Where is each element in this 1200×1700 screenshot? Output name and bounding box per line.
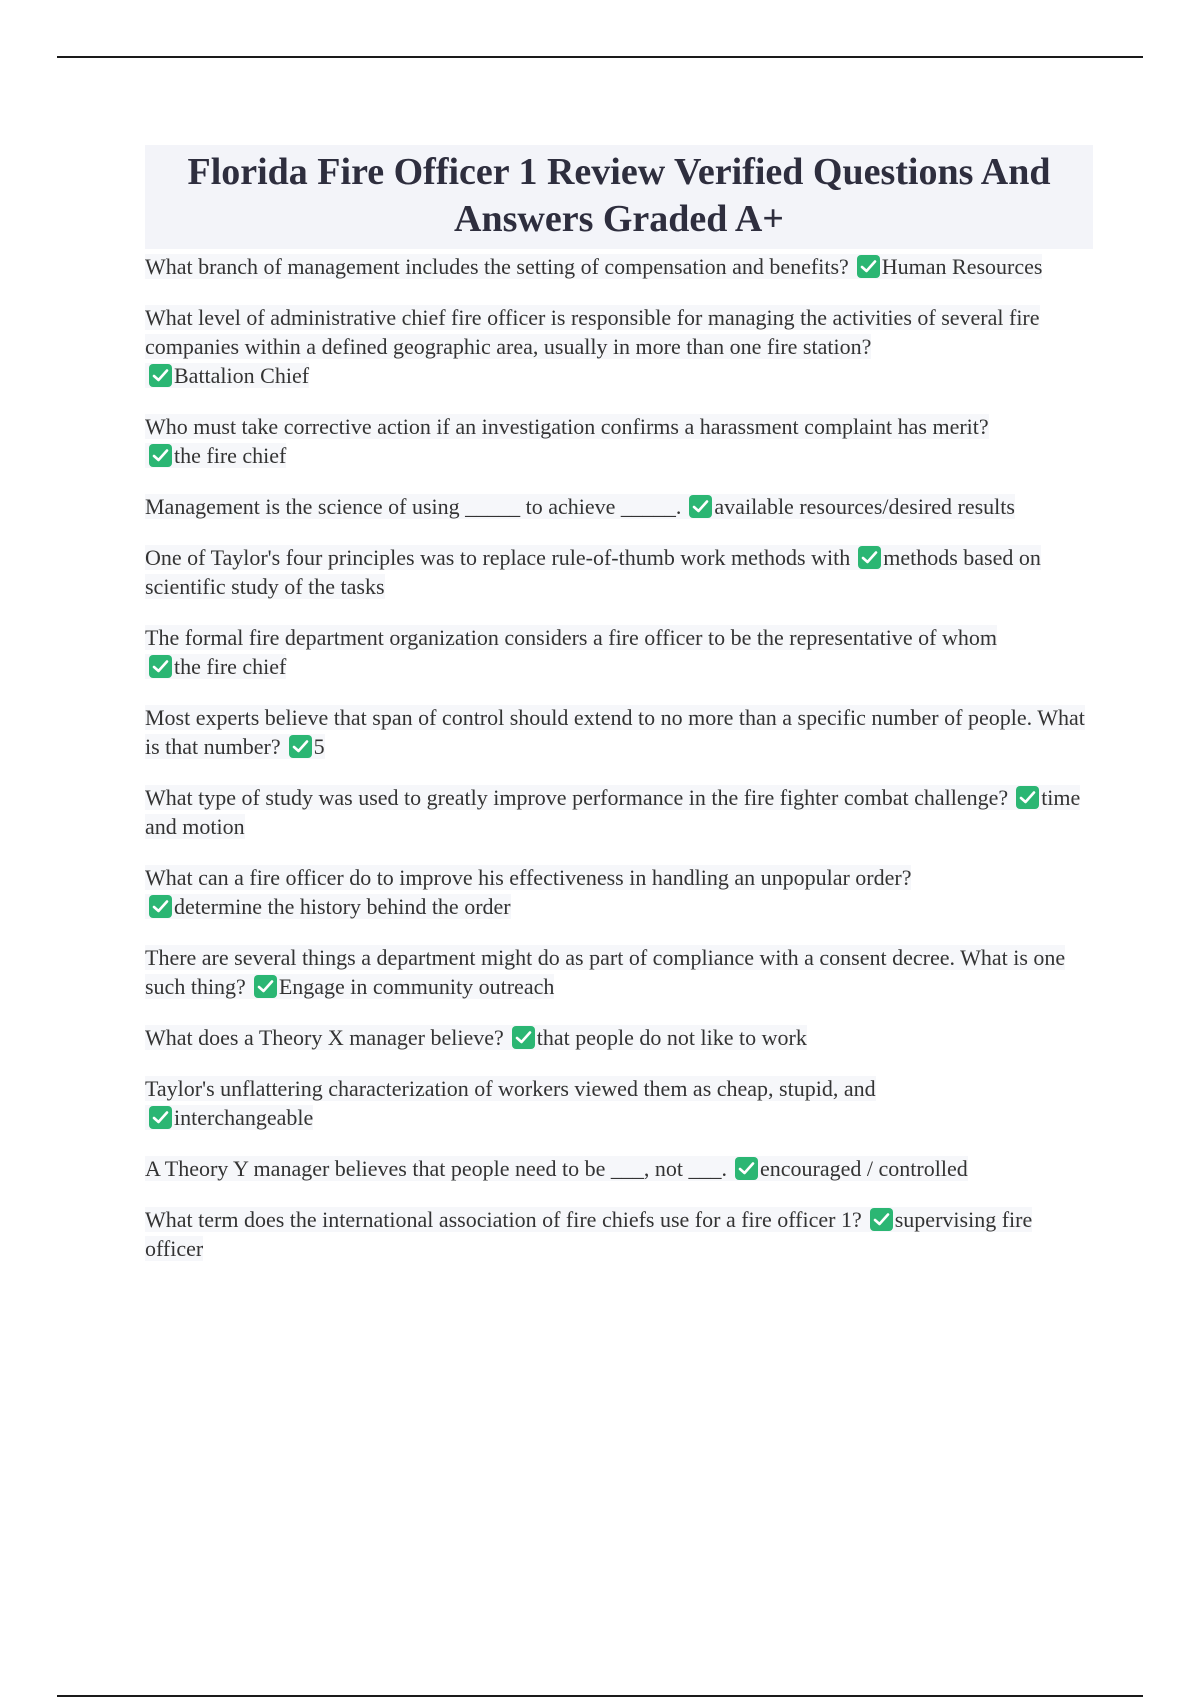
- check-icon: [512, 1026, 535, 1049]
- qa-line: [145, 494, 1015, 519]
- check-icon: [857, 255, 880, 278]
- answer-text: 5: [313, 734, 325, 759]
- qa-item: [145, 543, 1093, 601]
- answer-text: time and motion: [145, 785, 1081, 839]
- answer-text: that people do not like to work: [536, 1025, 807, 1050]
- document-body: [145, 145, 1093, 1285]
- answer-text: encouraged / controlled: [760, 1156, 968, 1181]
- answer-text: methods based on scientific study of the tasks: [145, 545, 1041, 599]
- qa-line: [145, 1025, 807, 1050]
- answer-text: Human Resources: [881, 254, 1043, 279]
- qa-line: [145, 945, 1065, 999]
- answer-text: Engage in community outreach: [278, 974, 555, 999]
- check-icon: [289, 735, 312, 758]
- question-text: What term does the international association of fire chiefs use for a fire officer 1?: [145, 1207, 862, 1232]
- top-rule: [57, 56, 1143, 58]
- question-text: What does a Theory X manager believe?: [145, 1025, 504, 1050]
- question-text: What level of administrative chief fire officer is responsible for managing the activities of several fire companies within a defined geographic area, usually in more than one fire station?: [145, 305, 1040, 359]
- answer-text: supervising fire officer: [145, 1207, 1033, 1261]
- page-title: Florida Fire Officer 1 Review Verified Questions And Answers Graded A+: [145, 145, 1093, 249]
- check-icon: [689, 495, 712, 518]
- qa-line: [145, 254, 1042, 279]
- qa-line: [145, 785, 1080, 839]
- qa-line: [145, 1207, 1032, 1261]
- answer-text: available resources/desired results: [714, 494, 1015, 519]
- answer-text: interchangeable: [174, 1105, 314, 1130]
- qa-item: [145, 252, 1093, 281]
- qa-item: [145, 623, 1093, 681]
- question-text: Most experts believe that span of control should extend to no more than a specific number of people. What is that number?: [145, 705, 1085, 759]
- qa-item: [145, 492, 1093, 521]
- answer-text: the fire chief: [174, 654, 287, 679]
- qa-item: [145, 703, 1093, 761]
- check-icon: [149, 364, 172, 387]
- check-icon: [858, 546, 881, 569]
- qa-line: [145, 545, 1041, 599]
- qa-line: [145, 305, 1040, 388]
- question-text: What can a fire officer do to improve his effectiveness in handling an unpopular order?: [145, 865, 912, 890]
- check-icon: [735, 1157, 758, 1180]
- check-icon: [149, 1106, 172, 1129]
- qa-item: [145, 863, 1093, 921]
- qa-line: [145, 1156, 968, 1181]
- qa-item: [145, 943, 1093, 1001]
- qa-line: [145, 705, 1085, 759]
- answer-text: the fire chief: [174, 443, 287, 468]
- check-icon: [149, 655, 172, 678]
- qa-line: [145, 1076, 876, 1130]
- question-text: The formal fire department organization considers a fire officer to be the representative of whom: [145, 625, 997, 650]
- question-text: One of Taylor's four principles was to replace rule-of-thumb work methods with: [145, 545, 851, 570]
- answer-text: determine the history behind the order: [174, 894, 511, 919]
- qa-item: [145, 1074, 1093, 1132]
- check-icon: [149, 444, 172, 467]
- check-icon: [870, 1208, 893, 1231]
- qa-list: [145, 252, 1093, 1263]
- question-text: What branch of management includes the setting of compensation and benefits?: [145, 254, 849, 279]
- question-text: Who must take corrective action if an investigation confirms a harassment complaint has merit?: [145, 414, 989, 439]
- question-text: Management is the science of using _____ to achieve _____.: [145, 494, 682, 519]
- check-icon: [1016, 786, 1039, 809]
- qa-item: [145, 1023, 1093, 1052]
- check-icon: [254, 975, 277, 998]
- answer-text: Battalion Chief: [174, 363, 310, 388]
- question-text: There are several things a department might do as part of compliance with a consent decree. What is one such thing?: [145, 945, 1066, 999]
- qa-line: [145, 865, 911, 919]
- qa-item: [145, 1154, 1093, 1183]
- check-icon: [149, 895, 172, 918]
- question-text: What type of study was used to greatly improve performance in the fire fighter combat challenge?: [145, 785, 1009, 810]
- question-text: A Theory Y manager believes that people need to be ___, not ___.: [145, 1156, 728, 1181]
- qa-item: [145, 303, 1093, 390]
- qa-item: [145, 1205, 1093, 1263]
- qa-item: [145, 412, 1093, 470]
- question-text: Taylor's unflattering characterization of workers viewed them as cheap, stupid, and: [145, 1076, 876, 1101]
- qa-line: [145, 414, 989, 468]
- qa-line: [145, 625, 997, 679]
- bottom-rule: [57, 1695, 1143, 1697]
- qa-item: [145, 783, 1093, 841]
